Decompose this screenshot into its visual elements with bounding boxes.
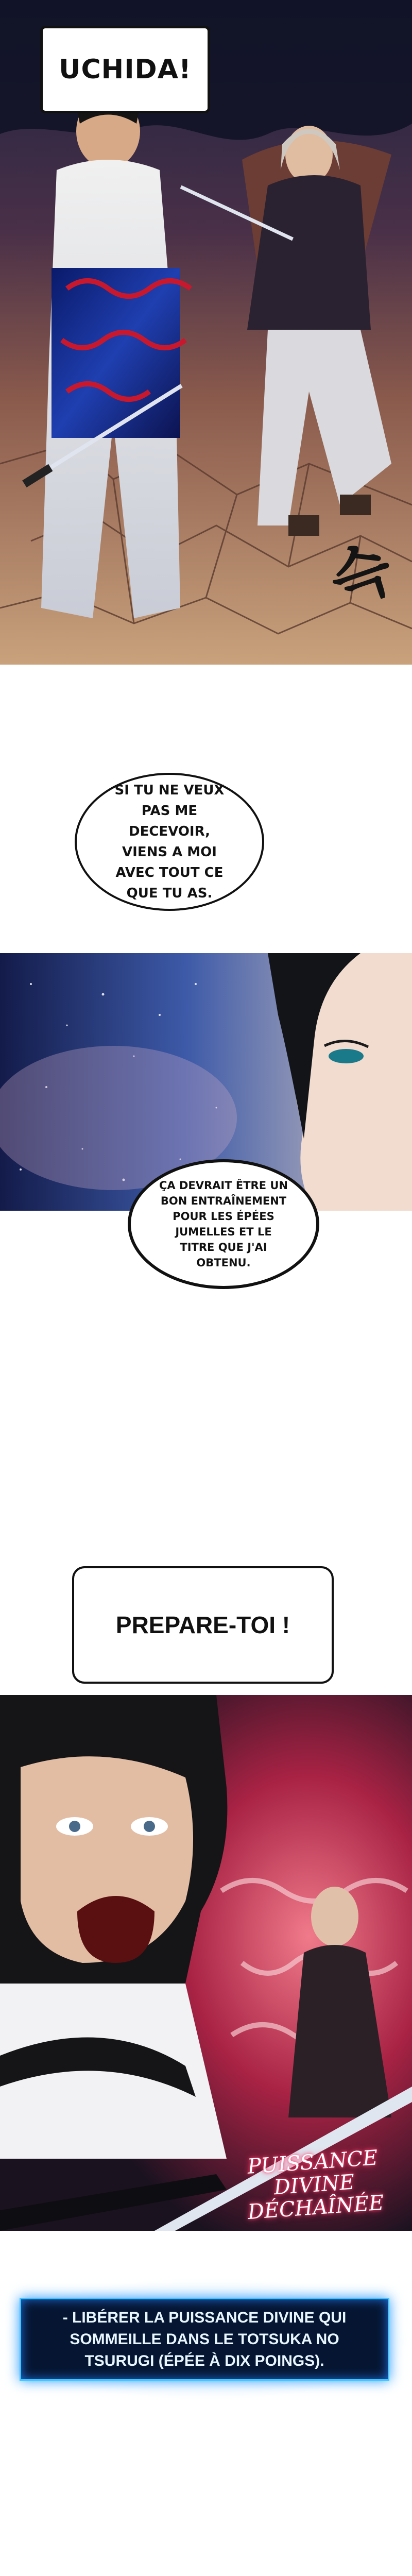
- panel-1: [0, 0, 412, 665]
- panel-3: [0, 1695, 412, 2231]
- shout-bubble: [40, 26, 210, 113]
- shout-text: UCHIDA!: [59, 54, 192, 85]
- divine-caption: [209, 2144, 412, 2226]
- divine-caption-line-1: PUISSANCE DIVINE: [246, 2146, 379, 2200]
- system-message-text: - LIBÉRER LA PUISSANCE DIVINE QUI SOMMEILLE DANS LE TOTSUKA NO TSURUGI (ÉPÉE À DIX POINGS).: [62, 2309, 347, 2369]
- dialogue-bubble-1: [75, 773, 264, 911]
- sound-effect: 슥: [321, 531, 401, 618]
- dialogue-text-1: SI TU NE VEUX PAS ME DECEVOIR, VIENS A MOI AVEC TOUT CE QUE TU AS.: [114, 783, 225, 901]
- prepare-text: PREPARE-TOI !: [115, 1612, 290, 1638]
- prepare-bubble: [72, 1566, 334, 1684]
- dialogue-text-2: ÇA DEVRAIT ÊTRE UN BON ENTRAÎNEMENT POUR LES ÉPÉES JUMELLES ET LE TITRE QUE J'AI OBTENU.: [159, 1179, 288, 1269]
- system-message-box: [20, 2298, 389, 2381]
- dialogue-bubble-2: [128, 1159, 319, 1289]
- divine-caption-line-2: DÉCHAÎNÉE: [247, 2191, 385, 2225]
